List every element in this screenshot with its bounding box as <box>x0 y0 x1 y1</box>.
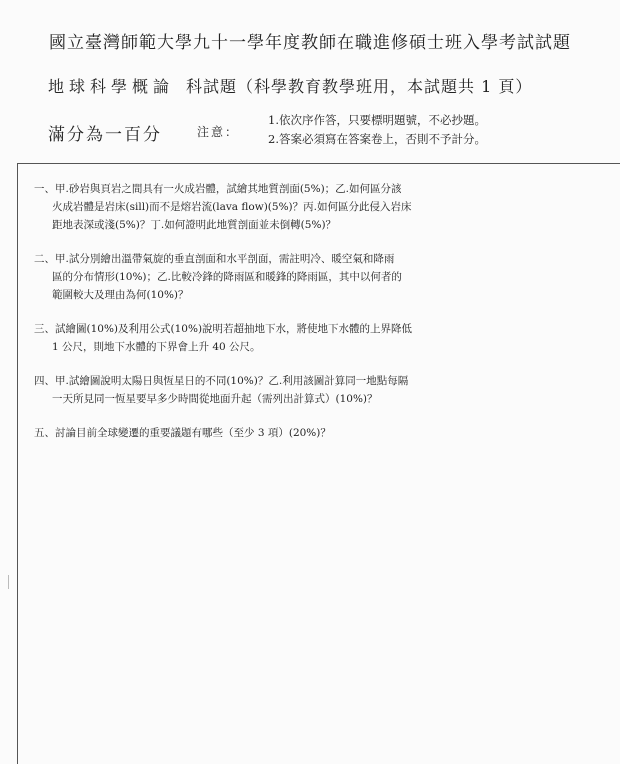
notice-item: 2.答案必須寫在答案卷上，否則不予計分。 <box>268 132 486 146</box>
question-list <box>34 180 474 458</box>
margin-mark <box>8 575 9 589</box>
question-line: 距地表深或淺(5%)？丁.如何證明此地質剖面並未倒轉(5%)？ <box>52 219 337 231</box>
question-line: 三、試繪圖(10%)及利用公式(10%)說明若超抽地下水，將使地下水體的上界降低 <box>34 323 413 335</box>
subject-suffix: 科試題（科學教育教學班用，本試題共 1 頁） <box>186 77 533 96</box>
question-3 <box>34 320 474 356</box>
question-line: 一、甲.砂岩與頁岩之間具有一火成岩體，試繪其地質剖面(5%)；乙.如何區分該 <box>34 183 402 195</box>
exam-title: 國立臺灣師範大學九十一學年度教師在職進修碩士班入學考試試題 <box>49 33 571 53</box>
question-line: 五、討論目前全球變遷的重要議題有哪些（至少 3 項）(20%)？ <box>34 427 331 439</box>
subject-name: 地球科學概論 <box>48 77 175 96</box>
subject-row <box>48 74 532 97</box>
question-line: 區的分布情形(10%)；乙.比較冷鋒的降雨區和暖鋒的降雨區，其中以何者的 <box>52 271 402 283</box>
notice-label: 注意： <box>197 125 240 139</box>
question-1 <box>34 180 474 234</box>
question-line: 1 公尺，則地下水體的下界會上升 40 公尺。 <box>52 341 261 353</box>
question-line: 一天所見同一恆星要早多少時間從地面升起（需列出計算式）(10%)？ <box>52 393 378 405</box>
question-line: 範圍較大及理由為何(10%)？ <box>52 289 189 301</box>
question-line: 二、甲.試分別繪出溫帶氣旋的垂直剖面和水平剖面，需註明冷、暖空氣和降雨 <box>34 253 395 265</box>
question-2 <box>34 250 474 304</box>
notice-list <box>268 111 486 149</box>
notice-item: 1.依次序作答，只要標明題號，不必抄題。 <box>268 113 486 127</box>
question-5 <box>34 424 474 442</box>
question-line: 火成岩體是岩床(sill)而不是熔岩流(lava flow)(5%)？丙.如何區分此侵入岩床 <box>52 201 412 213</box>
full-score: 滿分為一百分 <box>48 125 162 145</box>
question-line: 四、甲.試繪圖說明太陽日與恆星日的不同(10%)？乙.利用該圖計算同一地點每隔 <box>34 375 409 387</box>
question-4 <box>34 372 474 408</box>
